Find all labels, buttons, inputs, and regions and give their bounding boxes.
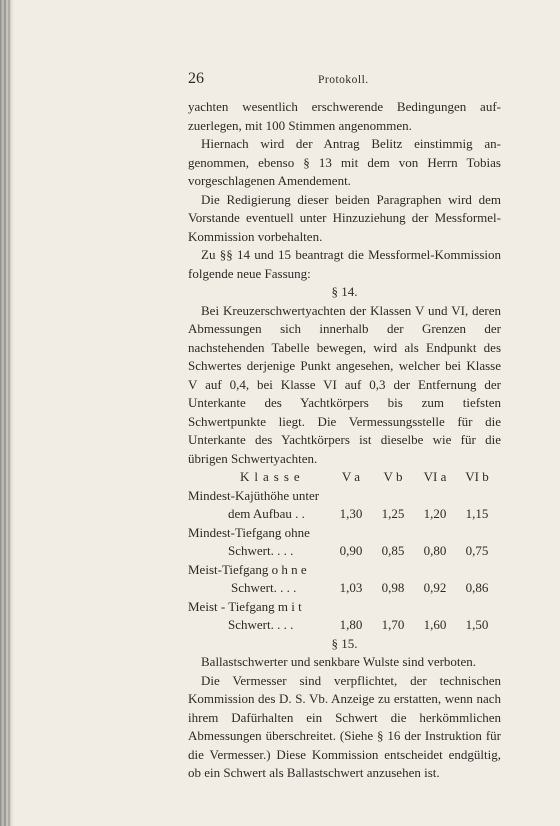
table-cell: 0,90 xyxy=(339,543,363,558)
table-header-row xyxy=(188,468,501,487)
table-cell: 0,80 xyxy=(423,543,447,558)
table-header-label: Klasse xyxy=(240,469,305,484)
page-header xyxy=(188,70,501,90)
paragraph: Die Redigierung dieser beiden Paragraphen wird dem Vorstande eventuell unter Hinzuziehung der Messformel-Kommission vorbehalten. xyxy=(188,191,501,244)
row-label-cont: Schwert. . . . xyxy=(228,543,294,558)
table-cell: 1,60 xyxy=(423,617,447,632)
section-15-paragraph: Die Vermesser sind verpflichtet, der technischen Kommission des D. S. Vb. Anzeige zu erstatten, wenn nach ihrem Dafürhalten ein Schwert die herkömmlichen Abmessungen überschreitet. (Siehe § 16 der Instruktion für die Vermesser.) Diese Kommission entscheidet endgültig, ob ein Schwert als Ballastschwert anzusehen ist. xyxy=(188,672,501,780)
table-row xyxy=(188,542,501,561)
row-label: Meist-Tiefgang o h n e xyxy=(188,561,307,577)
row-label: Meist - Tiefgang m i t xyxy=(188,598,302,614)
table-row xyxy=(188,505,501,524)
table-cell: 0,86 xyxy=(465,580,489,595)
paragraph: Hiernach wird der Antrag Belitz einstimmig angenommen, ebenso § 13 mit dem von Herrn Tobias vorgeschlagenen Amendement. xyxy=(188,136,501,188)
table-row xyxy=(188,616,501,635)
table-cell: 0,85 xyxy=(381,543,405,558)
section-15-heading: § 15. xyxy=(331,635,358,651)
page-number: 26 xyxy=(188,70,204,87)
table-row-label xyxy=(188,598,501,617)
table-cell: 1,25 xyxy=(381,506,405,521)
table-cell: 1,70 xyxy=(381,617,405,632)
paragraph: yachten wesentlich erschwerende Bedingungen aufzuerlegen, mit 100 Stimmen angenommen. xyxy=(188,99,501,133)
row-label-cont: dem Aufbau . . xyxy=(228,506,305,521)
table-cell: 1,50 xyxy=(465,617,489,632)
row-label-cont: Schwert. . . . xyxy=(228,617,294,632)
table-cell: 0,92 xyxy=(423,580,447,595)
section-15-paragraph: Ballastschwerter und senkbare Wulste sind verboten. xyxy=(201,654,477,669)
paragraph: Zu §§ 14 und 15 beantragt die Messformel-Kommission folgende neue Fassung: xyxy=(188,247,501,281)
row-label-cont: Schwert. . . . xyxy=(231,580,297,595)
measurement-table xyxy=(188,468,501,635)
table-cell: 0,75 xyxy=(465,543,489,558)
table-cell: 1,20 xyxy=(423,506,447,521)
row-label: Mindest-Tiefgang ohne xyxy=(188,524,310,540)
table-cell: 1,15 xyxy=(465,506,489,521)
table-row-label xyxy=(188,524,501,543)
table-cell: 1,30 xyxy=(339,506,363,521)
row-label: Mindest-Kajüthöhe unter xyxy=(188,487,320,503)
column-header: VI a xyxy=(423,469,447,484)
book-spine-edge xyxy=(0,0,14,826)
table-row-label xyxy=(188,487,501,506)
table-cell: 1,80 xyxy=(339,617,363,632)
table-row-label xyxy=(188,561,501,580)
running-head: Protokoll. xyxy=(318,74,369,86)
section-14-text: Bei Kreuzerschwertyachten der Klassen V und VI, deren Abmessungen sich innerhalb der Grenzen der nachstehenden Tabelle bewegen, wird als Endpunkt des Schwertes derjenige Punkt angesehen, welcher bei Klasse V auf 0,4, bei Klasse VI auf 0,3 der Entfernung der Unterkante des Yachtkörpers bis zum tiefsten Schwertpunkte liegt. Die Vermessungsstelle für die Unterkante des Yachtkörpers ist dieselbe wie für die übrigen Schwertyachten. xyxy=(188,302,501,466)
column-header: V b xyxy=(383,469,403,484)
section-14-heading: § 14. xyxy=(331,284,358,299)
document-page xyxy=(188,70,501,783)
column-header: V a xyxy=(341,469,361,484)
table-cell: 0,98 xyxy=(381,580,405,595)
table-row xyxy=(188,579,501,598)
table-cell: 1,03 xyxy=(339,580,363,595)
column-header: VI b xyxy=(465,469,489,484)
